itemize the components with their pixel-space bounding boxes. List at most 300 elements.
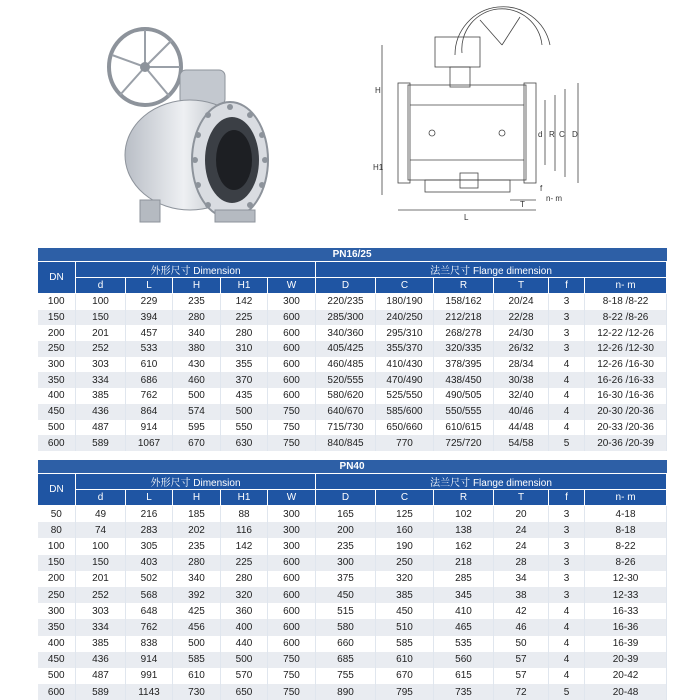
table-cell: 12-30 [585,571,667,587]
header-R: R [434,278,494,294]
dim-label-D: D [572,130,578,139]
table-cell: 334 [76,619,126,635]
table-cell: 150 [38,555,76,571]
table-cell: 240/250 [376,310,434,326]
header-W: W [268,278,316,294]
table-cell: 600 [268,619,316,635]
table-cell: 460/485 [316,357,376,373]
table-cell: 235 [173,294,221,310]
table-cell: 3 [549,341,585,357]
table-cell: 280 [221,325,268,341]
table-cell: 686 [126,372,173,388]
table-row [38,294,667,310]
table-cell: 600 [268,325,316,341]
table-cell: 380 [173,341,221,357]
table-cell: 80 [38,522,76,538]
table-cell: 20/24 [494,294,549,310]
table-cell: 589 [76,435,126,451]
table-cell: 585 [173,652,221,668]
table-cell: 750 [268,684,316,700]
table-cell: 8-22 [585,538,667,554]
table-cell: 225 [221,555,268,571]
table-cell: 100 [76,538,126,554]
header-n-m: n- m [585,490,667,506]
table-row [38,310,667,326]
table-cell: 303 [76,603,126,619]
table-cell: 1143 [126,684,173,700]
table-cell: 345 [434,587,494,603]
table-cell: 4-18 [585,506,667,523]
table-cell: 750 [268,420,316,436]
table-cell: 200 [316,522,376,538]
table-cell: 300 [38,603,76,619]
table-cell: 20-48 [585,684,667,700]
table-cell: 487 [76,420,126,436]
table-cell: 568 [126,587,173,603]
table-cell: 4 [549,636,585,652]
table-cell: 334 [76,372,126,388]
table-cell: 201 [76,325,126,341]
table-cell: 670 [173,435,221,451]
table-cell: 24 [494,538,549,554]
table-cell: 360 [221,603,268,619]
table-cell: 610 [173,668,221,684]
table-title: PN40 [38,460,667,474]
table-cell: 755 [316,668,376,684]
table-cell: 88 [221,506,268,523]
table-cell: 685 [316,652,376,668]
table-cell: 600 [268,357,316,373]
table-cell: 24 [494,522,549,538]
table-cell: 4 [549,603,585,619]
table-cell: 436 [76,404,126,420]
table-cell: 355 [221,357,268,373]
dim-label-C: C [559,130,565,139]
table-cell: 225 [221,310,268,326]
table-cell: 914 [126,420,173,436]
table-cell: 200 [38,571,76,587]
table-cell: 300 [316,555,376,571]
table-cell: 500 [221,404,268,420]
table-cell: 190 [376,538,434,554]
table-cell: 4 [549,420,585,436]
table-cell: 50 [38,506,76,523]
table-cell: 430 [173,357,221,373]
table-cell: 57 [494,668,549,684]
table-cell: 160 [376,522,434,538]
table-cell: 500 [38,420,76,436]
table-cell: 650/660 [376,420,434,436]
header-D: D [316,278,376,294]
table-cell: 610 [126,357,173,373]
header-H: H [173,490,221,506]
table-cell: 560 [434,652,494,668]
header-T: T [494,278,549,294]
table-cell: 3 [549,522,585,538]
table-cell: 450 [38,404,76,420]
header-dimension-group: 外形尺寸 Dimension [76,262,316,278]
table-cell: 410/430 [376,357,434,373]
table-cell: 295/310 [376,325,434,341]
table-cell: 283 [126,522,173,538]
table-row [38,538,667,554]
table-cell: 770 [376,435,434,451]
table-cell: 300 [268,506,316,523]
header-n-m: n- m [585,278,667,294]
table-cell: 100 [38,294,76,310]
table-cell: 550/555 [434,404,494,420]
table-cell: 600 [268,636,316,652]
table-cell: 610/615 [434,420,494,436]
table-cell: 589 [76,684,126,700]
table-row [38,619,667,635]
table-row [38,435,667,451]
table-cell: 385 [376,587,434,603]
pn16-25-table [37,248,667,451]
table-cell: 3 [549,325,585,341]
table-row [38,555,667,571]
table-cell: 280 [221,571,268,587]
table-cell: 142 [221,538,268,554]
table-cell: 340 [173,571,221,587]
table-cell: 500 [173,388,221,404]
table-cell: 460 [173,372,221,388]
table-cell: 525/550 [376,388,434,404]
table-cell: 470/490 [376,372,434,388]
table-cell: 350 [38,619,76,635]
table-cell: 487 [76,668,126,684]
table-cell: 5 [549,684,585,700]
table-cell: 24/30 [494,325,549,341]
table-cell: 600 [268,587,316,603]
table-cell: 300 [268,522,316,538]
table-cell: 74 [76,522,126,538]
table-row [38,372,667,388]
table-cell: 600 [38,435,76,451]
table-cell: 340 [173,325,221,341]
table-cell: 30/38 [494,372,549,388]
table-cell: 585/600 [376,404,434,420]
table-cell: 229 [126,294,173,310]
table-cell: 142 [221,294,268,310]
header-dn: DN [38,262,76,294]
table-cell: 34 [494,571,549,587]
table-cell: 202 [173,522,221,538]
table-cell: 392 [173,587,221,603]
table-cell: 750 [268,652,316,668]
dim-label-H1: H1 [373,163,384,172]
table-cell: 8-18 /8-22 [585,294,667,310]
table-cell: 750 [268,435,316,451]
table-row [38,684,667,700]
header-flange-group: 法兰尺寸 Flange dimension [316,262,667,278]
table-cell: 375 [316,571,376,587]
table-cell: 162 [434,538,494,554]
table-row [38,420,667,436]
table-cell: 864 [126,404,173,420]
table-cell: 16-30 /16-36 [585,388,667,404]
table-cell: 840/845 [316,435,376,451]
table-cell: 16-33 [585,603,667,619]
dim-label-T: T [520,200,525,209]
header-L: L [126,278,173,294]
table-cell: 102 [434,506,494,523]
table-row [38,404,667,420]
table-cell: 16-26 /16-33 [585,372,667,388]
table-row [38,652,667,668]
table-cell: 235 [173,538,221,554]
table-cell: 12-26 /16-30 [585,357,667,373]
pn40-table [37,460,667,700]
table-cell: 216 [126,506,173,523]
table-cell: 450 [316,587,376,603]
table-cell: 425 [173,603,221,619]
table-cell: 350 [38,372,76,388]
table-cell: 762 [126,619,173,635]
table-cell: 600 [268,388,316,404]
table-cell: 400 [38,388,76,404]
table-row [38,636,667,652]
table-cell: 574 [173,404,221,420]
table-cell: 456 [173,619,221,635]
table-cell: 500 [221,652,268,668]
table-cell: 4 [549,619,585,635]
table-cell: 12-26 /12-30 [585,341,667,357]
table-cell: 212/218 [434,310,494,326]
table-cell: 435 [221,388,268,404]
header-dn: DN [38,474,76,506]
table-cell: 310 [221,341,268,357]
ball-valve-photo [100,15,280,235]
table-cell: 340/360 [316,325,376,341]
table-cell: 180/190 [376,294,434,310]
table-cell: 201 [76,571,126,587]
table-row [38,587,667,603]
table-cell: 300 [268,294,316,310]
table-cell: 510 [376,619,434,635]
table-cell: 28/34 [494,357,549,373]
table-cell: 535 [434,636,494,652]
table-cell: 4 [549,372,585,388]
table-cell: 42 [494,603,549,619]
table-cell: 3 [549,538,585,554]
table-cell: 252 [76,341,126,357]
table-cell: 580/620 [316,388,376,404]
table-cell: 762 [126,388,173,404]
table-cell: 12-22 /12-26 [585,325,667,341]
table-row [38,341,667,357]
table-cell: 200 [38,325,76,341]
table-cell: 252 [76,587,126,603]
table-cell: 22/28 [494,310,549,326]
table-cell: 185 [173,506,221,523]
table-cell: 670 [376,668,434,684]
table-row [38,325,667,341]
table-title: PN16/25 [38,248,667,262]
table-cell: 750 [268,404,316,420]
table-cell: 3 [549,571,585,587]
header-R: R [434,490,494,506]
table-cell: 385 [76,636,126,652]
table-cell: 285/300 [316,310,376,326]
table-cell: 26/32 [494,341,549,357]
table-cell: 405/425 [316,341,376,357]
table-cell: 12-33 [585,587,667,603]
table-cell: 100 [76,294,126,310]
dim-label-n-m: n- m [546,194,562,203]
table-cell: 735 [434,684,494,700]
table-cell: 385 [76,388,126,404]
table-cell: 580 [316,619,376,635]
table-cell: 3 [549,506,585,523]
table-cell: 3 [549,294,585,310]
table-cell: 438/450 [434,372,494,388]
table-cell: 20-33 /20-36 [585,420,667,436]
table-cell: 20 [494,506,549,523]
table-cell: 20-30 /20-36 [585,404,667,420]
table-cell: 300 [268,538,316,554]
table-cell: 4 [549,652,585,668]
dim-label-f: f [540,184,543,193]
table-cell: 838 [126,636,173,652]
table-row [38,668,667,684]
table-cell: 3 [549,310,585,326]
table-cell: 49 [76,506,126,523]
table-cell: 600 [268,341,316,357]
table-cell: 250 [38,341,76,357]
table-cell: 600 [268,310,316,326]
table-cell: 378/395 [434,357,494,373]
table-cell: 16-36 [585,619,667,635]
table-cell: 138 [434,522,494,538]
table-cell: 54/58 [494,435,549,451]
table-cell: 280 [173,555,221,571]
table-cell: 457 [126,325,173,341]
table-cell: 20-42 [585,668,667,684]
valve-technical-drawing [370,5,600,235]
table-cell: 32/40 [494,388,549,404]
table-cell: 50 [494,636,549,652]
table-cell: 38 [494,587,549,603]
table-cell: 320 [376,571,434,587]
header-W: W [268,490,316,506]
table-cell: 72 [494,684,549,700]
table-cell: 650 [221,684,268,700]
table-row [38,571,667,587]
table-cell: 300 [38,357,76,373]
table-cell: 630 [221,435,268,451]
table-row [38,357,667,373]
table-row [38,603,667,619]
table-cell: 235 [316,538,376,554]
header-T: T [494,490,549,506]
table-cell: 515 [316,603,376,619]
header-H1: H1 [221,278,268,294]
table-cell: 570 [221,668,268,684]
table-cell: 280 [173,310,221,326]
table-cell: 3 [549,555,585,571]
table-cell: 4 [549,668,585,684]
table-cell: 220/235 [316,294,376,310]
table-cell: 450 [38,652,76,668]
header-f: f [549,490,585,506]
table-cell: 520/555 [316,372,376,388]
table-cell: 615 [434,668,494,684]
header-H1: H1 [221,490,268,506]
dim-label-R: R [549,130,555,139]
table-cell: 600 [268,603,316,619]
table-cell: 125 [376,506,434,523]
table-cell: 648 [126,603,173,619]
table-cell: 440 [221,636,268,652]
table-cell: 600 [268,372,316,388]
table-cell: 158/162 [434,294,494,310]
header-f: f [549,278,585,294]
table-cell: 403 [126,555,173,571]
table-cell: 600 [268,555,316,571]
table-cell: 116 [221,522,268,538]
table-cell: 640/670 [316,404,376,420]
table-cell: 150 [76,555,126,571]
table-cell: 500 [173,636,221,652]
table-cell: 600 [38,684,76,700]
header-dimension-group: 外形尺寸 Dimension [76,474,316,490]
table-cell: 914 [126,652,173,668]
table-cell: 1067 [126,435,173,451]
table-cell: 303 [76,357,126,373]
table-cell: 991 [126,668,173,684]
table-cell: 4 [549,404,585,420]
table-cell: 400 [38,636,76,652]
table-cell: 8-26 [585,555,667,571]
table-cell: 20-39 [585,652,667,668]
table-row [38,522,667,538]
table-cell: 250 [38,587,76,603]
table-cell: 585 [376,636,434,652]
table-cell: 533 [126,341,173,357]
table-cell: 320/335 [434,341,494,357]
table-cell: 550 [221,420,268,436]
table-cell: 410 [434,603,494,619]
table-cell: 57 [494,652,549,668]
table-cell: 305 [126,538,173,554]
table-cell: 8-18 [585,522,667,538]
table-cell: 450 [376,603,434,619]
table-cell: 436 [76,652,126,668]
table-cell: 268/278 [434,325,494,341]
table-cell: 44/48 [494,420,549,436]
table-cell: 725/720 [434,435,494,451]
table-cell: 165 [316,506,376,523]
header-d: d [76,278,126,294]
dim-label-H: H [375,86,381,95]
table-cell: 490/505 [434,388,494,404]
dim-label-d: d [538,130,543,139]
table-row [38,506,667,523]
table-cell: 660 [316,636,376,652]
table-cell: 600 [268,571,316,587]
table-cell: 3 [549,587,585,603]
table-cell: 150 [38,310,76,326]
table-cell: 40/46 [494,404,549,420]
table-cell: 100 [38,538,76,554]
table-cell: 5 [549,435,585,451]
header-C: C [376,278,434,294]
table-cell: 750 [268,668,316,684]
table-row [38,388,667,404]
header-H: H [173,278,221,294]
table-cell: 250 [376,555,434,571]
